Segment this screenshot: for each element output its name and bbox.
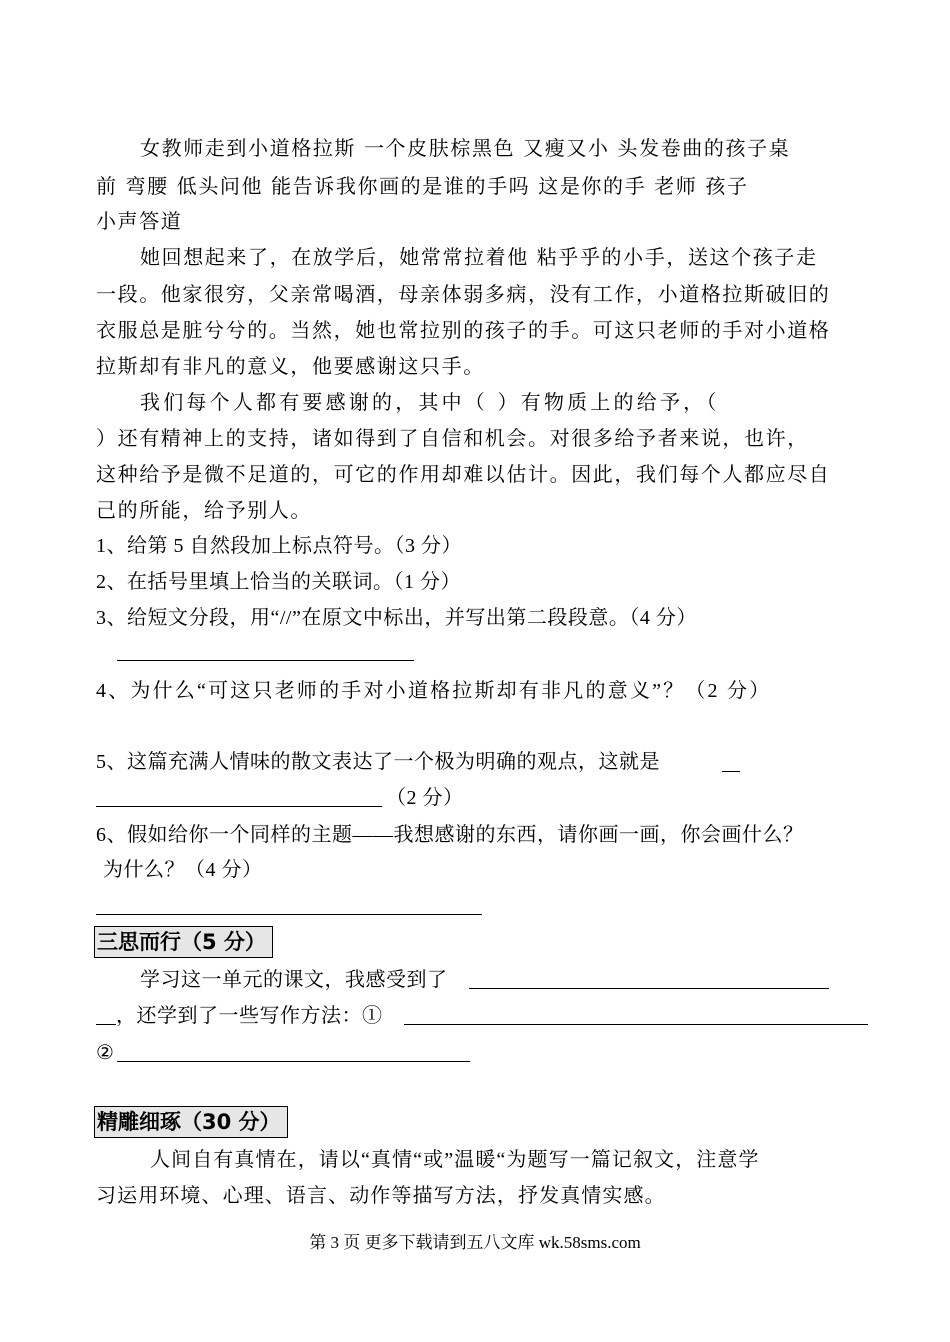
question-3: 3、给短文分段，用“//”在原文中标出，并写出第二段段意。（4 分）: [96, 607, 697, 629]
answer-line-q3[interactable]: [117, 660, 414, 661]
passage-p7-line-4: 己的所能，给予别人。: [96, 498, 312, 522]
page-footer: 第 3 页 更多下载请到五八文库 wk.58sms.com: [309, 1233, 641, 1252]
answer-line-method-1[interactable]: [404, 1024, 868, 1025]
section4-line-2: 习运用环境、心理、语言、动作等描写方法，抒发真情实感。: [96, 1185, 666, 1207]
passage-p7-line-1: 我们每个人都有要感谢的，其中（ ）有物质上的给予，（: [140, 390, 720, 414]
answer-line-q6[interactable]: [96, 914, 482, 915]
section-heading-sansi: 三思而行（5 分）: [94, 926, 273, 958]
section3-line-3: ②: [96, 1042, 115, 1064]
passage-p7-line-3: 这种给予是微不足道的，可它的作用却难以估计。因此，我们每个人都应尽自: [96, 462, 831, 486]
question-2: 2、在括号里填上恰当的关联词。（1 分）: [96, 571, 461, 593]
passage-p7-line-2: ）还有精神上的支持，诸如得到了自信和机会。对很多给予者来说，也许，: [96, 426, 809, 450]
answer-line-feeling-cont[interactable]: [96, 1024, 116, 1025]
question-1: 1、给第 5 自然段加上标点符号。（3 分）: [96, 535, 462, 557]
section3-line-1: 学习这一单元的课文，我感受到了: [140, 969, 448, 991]
answer-line-q5-start[interactable]: [722, 771, 740, 772]
answer-line-feeling[interactable]: [469, 988, 829, 989]
passage-p5-line-2: 前 弯腰 低头问他 能告诉我你画的是谁的手吗 这是你的手 老师 孩子: [96, 174, 749, 198]
question-6-text-2: 为什么？（4 分）: [103, 859, 263, 881]
passage-p5-line-1: 女教师走到小道格拉斯 一个皮肤棕黑色 又瘦又小 头发卷曲的孩子桌: [140, 136, 791, 160]
section4-line-1: 人间自有真情在，请以“真情“或”温暖“为题写一篇记叙文，注意学: [150, 1149, 760, 1171]
passage-p6-line-2: 一段。他家很穷，父亲常喝酒，母亲体弱多病，没有工作，小道格拉斯破旧的: [96, 282, 831, 306]
answer-line-q5[interactable]: [96, 806, 382, 807]
question-5-text: 5、这篇充满人情味的散文表达了一个极为明确的观点，这就是: [96, 751, 660, 773]
section3-line-2: ，还学到了一些写作方法：①: [116, 1005, 383, 1027]
answer-line-method-2[interactable]: [117, 1061, 470, 1062]
question-5-score: （2 分）: [386, 787, 464, 809]
passage-p6-line-4: 拉斯却有非凡的意义，他要感谢这只手。: [96, 354, 485, 378]
passage-p5-line-3: 小声答道: [96, 209, 183, 233]
section-heading-jingdiao: 精雕细琢（30 分）: [94, 1106, 288, 1138]
passage-p6-line-1: 她回想起来了，在放学后，她常常拉着他 粘乎乎的小手，送这个孩子走: [140, 245, 818, 269]
passage-p6-line-3: 衣服总是脏兮兮的。当然，她也常拉别的孩子的手。可这只老师的手对小道格: [96, 318, 831, 342]
question-4: 4、为什么“可这只老师的手对小道格拉斯却有非凡的意义”？（2 分）: [96, 680, 772, 702]
question-6-text: 6、假如给你一个同样的主题——我想感谢的东西，请你画一画，你会画什么？: [96, 824, 804, 846]
